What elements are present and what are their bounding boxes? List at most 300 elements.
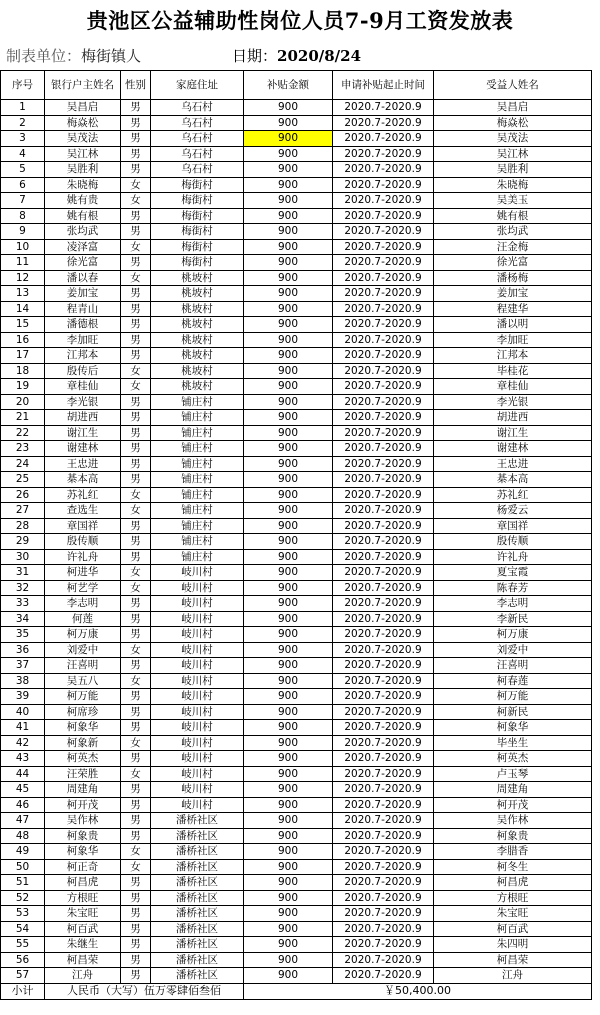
cell-address: 铺庄村 <box>151 425 244 441</box>
cell-amount: 900 <box>244 813 333 829</box>
cell-amount: 900 <box>244 410 333 426</box>
cell-address: 桃坡村 <box>151 348 244 364</box>
cell-period: 2020.7-2020.9 <box>333 255 434 271</box>
cell-no: 23 <box>1 441 45 457</box>
cell-beneficiary: 吴作林 <box>434 813 592 829</box>
cell-beneficiary: 汪金梅 <box>434 239 592 255</box>
cell-amount: 900 <box>244 379 333 395</box>
table-row <box>1 487 592 503</box>
table-row <box>1 518 592 534</box>
cell-gender: 男 <box>121 208 151 224</box>
cell-amount: 900 <box>244 193 333 209</box>
cell-address: 岐川村 <box>151 797 244 813</box>
cell-amount: 900 <box>244 270 333 286</box>
cell-no: 31 <box>1 565 45 581</box>
cell-beneficiary: 朱宝旺 <box>434 906 592 922</box>
cell-amount: 900 <box>244 735 333 751</box>
date-field <box>232 42 361 70</box>
cell-holder: 谢建林 <box>45 441 121 457</box>
cell-period: 2020.7-2020.9 <box>333 239 434 255</box>
table-row <box>1 100 592 116</box>
cell-address: 铺庄村 <box>151 441 244 457</box>
cell-gender: 女 <box>121 642 151 658</box>
cell-period: 2020.7-2020.9 <box>333 673 434 689</box>
cell-amount: 900 <box>244 131 333 147</box>
cell-gender: 女 <box>121 859 151 875</box>
unit-value: 梅街镇人 <box>81 47 142 65</box>
cell-gender: 男 <box>121 782 151 798</box>
cell-period: 2020.7-2020.9 <box>333 162 434 178</box>
cell-holder: 方根旺 <box>45 890 121 906</box>
cell-period: 2020.7-2020.9 <box>333 146 434 162</box>
cell-address: 梅街村 <box>151 224 244 240</box>
cell-no: 44 <box>1 766 45 782</box>
cell-gender: 男 <box>121 115 151 131</box>
cell-no: 18 <box>1 363 45 379</box>
cell-gender: 男 <box>121 534 151 550</box>
cell-no: 5 <box>1 162 45 178</box>
cell-no: 35 <box>1 627 45 643</box>
cell-amount: 900 <box>244 503 333 519</box>
cell-address: 潘桥社区 <box>151 906 244 922</box>
cell-amount: 900 <box>244 844 333 860</box>
table-row <box>1 689 592 705</box>
cell-no: 51 <box>1 875 45 891</box>
cell-address: 乌石村 <box>151 115 244 131</box>
cell-holder: 柯进华 <box>45 565 121 581</box>
cell-no: 53 <box>1 906 45 922</box>
cell-beneficiary: 周建角 <box>434 782 592 798</box>
table-row <box>1 735 592 751</box>
cell-no: 42 <box>1 735 45 751</box>
cell-no: 27 <box>1 503 45 519</box>
cell-beneficiary: 柯新民 <box>434 704 592 720</box>
cell-amount: 900 <box>244 487 333 503</box>
cell-gender: 男 <box>121 689 151 705</box>
cell-no: 43 <box>1 751 45 767</box>
cell-period: 2020.7-2020.9 <box>333 348 434 364</box>
cell-no: 39 <box>1 689 45 705</box>
cell-holder: 潘以春 <box>45 270 121 286</box>
cell-period: 2020.7-2020.9 <box>333 394 434 410</box>
cell-gender: 男 <box>121 255 151 271</box>
cell-beneficiary: 柯万康 <box>434 627 592 643</box>
cell-no: 12 <box>1 270 45 286</box>
cell-address: 铺庄村 <box>151 549 244 565</box>
cell-gender: 男 <box>121 937 151 953</box>
cell-gender: 男 <box>121 906 151 922</box>
cell-address: 梅街村 <box>151 255 244 271</box>
cell-amount: 900 <box>244 875 333 891</box>
table-row <box>1 332 592 348</box>
cell-holder: 朱继生 <box>45 937 121 953</box>
cell-period: 2020.7-2020.9 <box>333 844 434 860</box>
cell-beneficiary: 陈春芳 <box>434 580 592 596</box>
cell-no: 29 <box>1 534 45 550</box>
table-row <box>1 658 592 674</box>
cell-gender: 男 <box>121 394 151 410</box>
cell-no: 13 <box>1 286 45 302</box>
cell-amount: 900 <box>244 704 333 720</box>
cell-holder: 殷传后 <box>45 363 121 379</box>
cell-period: 2020.7-2020.9 <box>333 689 434 705</box>
cell-holder: 刘爱中 <box>45 642 121 658</box>
cell-no: 4 <box>1 146 45 162</box>
cell-address: 岐川村 <box>151 689 244 705</box>
cell-gender: 女 <box>121 844 151 860</box>
table-row <box>1 937 592 953</box>
table-row <box>1 115 592 131</box>
cell-gender: 男 <box>121 410 151 426</box>
cell-no: 33 <box>1 596 45 612</box>
cell-beneficiary: 许礼舟 <box>434 549 592 565</box>
page-title: 贵池区公益辅助性岗位人员7-9月工资发放表 <box>86 8 514 33</box>
cell-beneficiary: 程建华 <box>434 301 592 317</box>
cell-holder: 江舟 <box>45 968 121 984</box>
cell-holder: 梅焱松 <box>45 115 121 131</box>
table-row <box>1 379 592 395</box>
cell-no: 54 <box>1 921 45 937</box>
cell-address: 岐川村 <box>151 658 244 674</box>
cell-no: 9 <box>1 224 45 240</box>
cell-holder: 许礼舟 <box>45 549 121 565</box>
cell-holder: 吴江林 <box>45 146 121 162</box>
cell-amount: 900 <box>244 549 333 565</box>
cell-gender: 男 <box>121 131 151 147</box>
cell-beneficiary: 毕桂花 <box>434 363 592 379</box>
cell-gender: 男 <box>121 332 151 348</box>
cell-amount: 900 <box>244 317 333 333</box>
cell-gender: 男 <box>121 146 151 162</box>
cell-period: 2020.7-2020.9 <box>333 456 434 472</box>
cell-gender: 男 <box>121 441 151 457</box>
cell-address: 潘桥社区 <box>151 828 244 844</box>
cell-period: 2020.7-2020.9 <box>333 890 434 906</box>
cell-no: 15 <box>1 317 45 333</box>
cell-period: 2020.7-2020.9 <box>333 332 434 348</box>
cell-holder: 徐光富 <box>45 255 121 271</box>
cell-beneficiary: 姜加宝 <box>434 286 592 302</box>
cell-gender: 男 <box>121 317 151 333</box>
cell-address: 岐川村 <box>151 735 244 751</box>
cell-no: 50 <box>1 859 45 875</box>
table-row <box>1 549 592 565</box>
table-row <box>1 534 592 550</box>
cell-period: 2020.7-2020.9 <box>333 906 434 922</box>
cell-gender: 男 <box>121 813 151 829</box>
cell-amount: 900 <box>244 518 333 534</box>
cell-period: 2020.7-2020.9 <box>333 425 434 441</box>
cell-address: 潘桥社区 <box>151 844 244 860</box>
cell-holder: 柯象华 <box>45 844 121 860</box>
cell-period: 2020.7-2020.9 <box>333 410 434 426</box>
cell-holder: 苏礼红 <box>45 487 121 503</box>
cell-beneficiary: 章桂仙 <box>434 379 592 395</box>
cell-gender: 男 <box>121 286 151 302</box>
header-no: 序号 <box>1 71 45 100</box>
cell-amount: 900 <box>244 348 333 364</box>
header-amount: 补贴金额 <box>244 71 333 100</box>
cell-no: 10 <box>1 239 45 255</box>
cell-beneficiary: 章国祥 <box>434 518 592 534</box>
cell-amount: 900 <box>244 177 333 193</box>
cell-holder: 柯席珍 <box>45 704 121 720</box>
table-row <box>1 890 592 906</box>
cell-gender: 女 <box>121 565 151 581</box>
cell-holder: 殷传顺 <box>45 534 121 550</box>
cell-beneficiary: 苏礼红 <box>434 487 592 503</box>
cell-gender: 男 <box>121 301 151 317</box>
cell-gender: 男 <box>121 596 151 612</box>
cell-address: 铺庄村 <box>151 394 244 410</box>
cell-gender: 女 <box>121 580 151 596</box>
cell-period: 2020.7-2020.9 <box>333 642 434 658</box>
cell-period: 2020.7-2020.9 <box>333 208 434 224</box>
unit-label: 制表单位： <box>6 47 82 65</box>
table-row <box>1 580 592 596</box>
cell-no: 28 <box>1 518 45 534</box>
cell-no: 16 <box>1 332 45 348</box>
cell-gender: 女 <box>121 363 151 379</box>
cell-beneficiary: 柯昌荣 <box>434 952 592 968</box>
date-label: 日期： <box>232 47 278 65</box>
cell-beneficiary: 毕坐生 <box>434 735 592 751</box>
cell-beneficiary: 柯象华 <box>434 720 592 736</box>
cell-no: 57 <box>1 968 45 984</box>
cell-amount: 900 <box>244 782 333 798</box>
cell-address: 桃坡村 <box>151 301 244 317</box>
cell-gender: 女 <box>121 193 151 209</box>
cell-no: 37 <box>1 658 45 674</box>
cell-holder: 胡进西 <box>45 410 121 426</box>
cell-gender: 女 <box>121 270 151 286</box>
cell-holder: 程青山 <box>45 301 121 317</box>
cell-no: 55 <box>1 937 45 953</box>
cell-amount: 900 <box>244 425 333 441</box>
cell-period: 2020.7-2020.9 <box>333 611 434 627</box>
table-row <box>1 472 592 488</box>
cell-holder: 柯艺学 <box>45 580 121 596</box>
cell-holder: 李加旺 <box>45 332 121 348</box>
cell-period: 2020.7-2020.9 <box>333 580 434 596</box>
table-row <box>1 348 592 364</box>
cell-address: 潘桥社区 <box>151 921 244 937</box>
cell-no: 20 <box>1 394 45 410</box>
cell-gender: 男 <box>121 472 151 488</box>
table-row <box>1 797 592 813</box>
table-row <box>1 906 592 922</box>
cell-holder: 李光银 <box>45 394 121 410</box>
cell-address: 桃坡村 <box>151 317 244 333</box>
cell-gender: 男 <box>121 921 151 937</box>
table-row <box>1 317 592 333</box>
cell-no: 41 <box>1 720 45 736</box>
cell-period: 2020.7-2020.9 <box>333 565 434 581</box>
header-period: 申请补贴起止时间 <box>333 71 434 100</box>
cell-amount: 900 <box>244 301 333 317</box>
cell-beneficiary: 李腊香 <box>434 844 592 860</box>
cell-gender: 女 <box>121 766 151 782</box>
cell-period: 2020.7-2020.9 <box>333 100 434 116</box>
cell-beneficiary: 李加旺 <box>434 332 592 348</box>
cell-holder: 张均武 <box>45 224 121 240</box>
table-row <box>1 766 592 782</box>
cell-period: 2020.7-2020.9 <box>333 131 434 147</box>
table-row <box>1 751 592 767</box>
cell-no: 45 <box>1 782 45 798</box>
cell-holder: 朱晓梅 <box>45 177 121 193</box>
table-row <box>1 611 592 627</box>
table-row <box>1 146 592 162</box>
cell-holder: 周建角 <box>45 782 121 798</box>
table-row <box>1 952 592 968</box>
cell-holder: 柯万康 <box>45 627 121 643</box>
cell-gender: 男 <box>121 704 151 720</box>
cell-amount: 900 <box>244 658 333 674</box>
cell-beneficiary: 柯开茂 <box>434 797 592 813</box>
cell-address: 乌石村 <box>151 146 244 162</box>
cell-holder: 吴昌启 <box>45 100 121 116</box>
cell-amount: 900 <box>244 921 333 937</box>
date-value: 2020/8/24 <box>277 47 362 65</box>
cell-address: 岐川村 <box>151 673 244 689</box>
table-row <box>1 208 592 224</box>
cell-period: 2020.7-2020.9 <box>333 177 434 193</box>
cell-amount: 900 <box>244 673 333 689</box>
cell-amount: 900 <box>244 937 333 953</box>
cell-amount: 900 <box>244 890 333 906</box>
cell-address: 铺庄村 <box>151 456 244 472</box>
table-row <box>1 193 592 209</box>
cell-address: 梅街村 <box>151 193 244 209</box>
cell-gender: 男 <box>121 720 151 736</box>
cell-gender: 男 <box>121 952 151 968</box>
footer-total: ￥50,400.00 <box>244 983 592 999</box>
cell-amount: 900 <box>244 859 333 875</box>
cell-gender: 男 <box>121 658 151 674</box>
cell-no: 25 <box>1 472 45 488</box>
cell-address: 桃坡村 <box>151 332 244 348</box>
cell-beneficiary: 柯象贵 <box>434 828 592 844</box>
table-row <box>1 425 592 441</box>
cell-holder: 谢江生 <box>45 425 121 441</box>
cell-period: 2020.7-2020.9 <box>333 720 434 736</box>
cell-period: 2020.7-2020.9 <box>333 968 434 984</box>
table-row <box>1 394 592 410</box>
cell-gender: 女 <box>121 673 151 689</box>
header-holder: 银行户主姓名 <box>45 71 121 100</box>
cell-period: 2020.7-2020.9 <box>333 921 434 937</box>
cell-no: 22 <box>1 425 45 441</box>
cell-beneficiary: 柯百武 <box>434 921 592 937</box>
cell-holder: 柯昌虎 <box>45 875 121 891</box>
cell-address: 潘桥社区 <box>151 813 244 829</box>
cell-holder: 姚有根 <box>45 208 121 224</box>
cell-address: 岐川村 <box>151 751 244 767</box>
cell-no: 19 <box>1 379 45 395</box>
cell-no: 32 <box>1 580 45 596</box>
cell-amount: 900 <box>244 751 333 767</box>
table-row <box>1 673 592 689</box>
cell-period: 2020.7-2020.9 <box>333 379 434 395</box>
cell-period: 2020.7-2020.9 <box>333 441 434 457</box>
table-row <box>1 503 592 519</box>
cell-period: 2020.7-2020.9 <box>333 751 434 767</box>
cell-amount: 900 <box>244 239 333 255</box>
cell-address: 潘桥社区 <box>151 937 244 953</box>
header-beneficiary: 受益人姓名 <box>434 71 592 100</box>
cell-beneficiary: 卢玉琴 <box>434 766 592 782</box>
footer-row <box>1 983 592 999</box>
cell-holder: 汪荣胜 <box>45 766 121 782</box>
table-row <box>1 627 592 643</box>
table-row <box>1 255 592 271</box>
cell-no: 36 <box>1 642 45 658</box>
cell-period: 2020.7-2020.9 <box>333 534 434 550</box>
cell-beneficiary: 刘爱中 <box>434 642 592 658</box>
cell-holder: 柯开茂 <box>45 797 121 813</box>
cell-holder: 吴作林 <box>45 813 121 829</box>
cell-gender: 男 <box>121 968 151 984</box>
cell-no: 48 <box>1 828 45 844</box>
footer-words: 人民币（大写）伍万零肆佰叁佰 <box>45 983 244 999</box>
payroll-table <box>0 70 592 1000</box>
cell-no: 21 <box>1 410 45 426</box>
cell-period: 2020.7-2020.9 <box>333 658 434 674</box>
table-row <box>1 596 592 612</box>
unit-field <box>6 42 141 70</box>
cell-beneficiary: 李新民 <box>434 611 592 627</box>
table-row <box>1 270 592 286</box>
cell-no: 11 <box>1 255 45 271</box>
cell-no: 14 <box>1 301 45 317</box>
cell-amount: 900 <box>244 472 333 488</box>
cell-holder: 柯万能 <box>45 689 121 705</box>
cell-holder: 柯象贵 <box>45 828 121 844</box>
cell-address: 铺庄村 <box>151 503 244 519</box>
cell-holder: 凌泽富 <box>45 239 121 255</box>
table-row <box>1 456 592 472</box>
cell-period: 2020.7-2020.9 <box>333 503 434 519</box>
cell-address: 铺庄村 <box>151 410 244 426</box>
cell-beneficiary: 柯冬生 <box>434 859 592 875</box>
table-row <box>1 177 592 193</box>
cell-period: 2020.7-2020.9 <box>333 270 434 286</box>
cell-no: 56 <box>1 952 45 968</box>
cell-amount: 900 <box>244 797 333 813</box>
cell-amount: 900 <box>244 720 333 736</box>
cell-beneficiary: 汪喜明 <box>434 658 592 674</box>
cell-amount: 900 <box>244 642 333 658</box>
cell-holder: 汪喜明 <box>45 658 121 674</box>
cell-no: 40 <box>1 704 45 720</box>
cell-address: 岐川村 <box>151 611 244 627</box>
table-row <box>1 968 592 984</box>
cell-beneficiary: 李光银 <box>434 394 592 410</box>
cell-amount: 900 <box>244 580 333 596</box>
cell-no: 38 <box>1 673 45 689</box>
cell-holder: 柯昌荣 <box>45 952 121 968</box>
cell-gender: 男 <box>121 627 151 643</box>
cell-amount: 900 <box>244 224 333 240</box>
cell-beneficiary: 吴美玉 <box>434 193 592 209</box>
cell-gender: 男 <box>121 875 151 891</box>
cell-period: 2020.7-2020.9 <box>333 875 434 891</box>
table-row <box>1 828 592 844</box>
cell-address: 梅街村 <box>151 208 244 224</box>
cell-gender: 男 <box>121 162 151 178</box>
cell-address: 岐川村 <box>151 766 244 782</box>
